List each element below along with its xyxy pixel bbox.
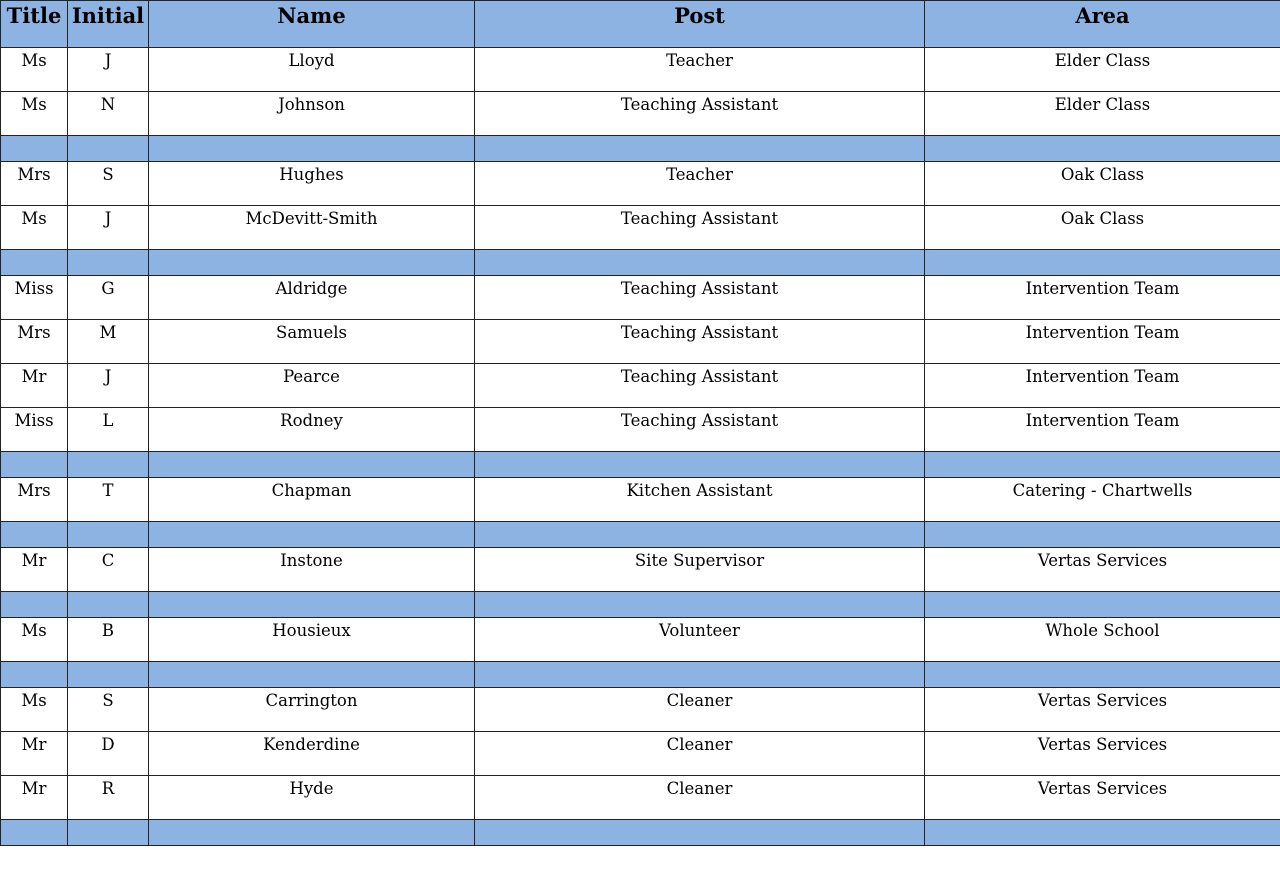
separator-cell xyxy=(925,136,1280,162)
header-area: Area xyxy=(925,1,1280,48)
cell-title: Ms xyxy=(1,688,68,732)
cell-initial: J xyxy=(68,206,149,250)
separator-cell xyxy=(1,662,68,688)
separator-cell xyxy=(1,250,68,276)
separator-cell xyxy=(149,136,475,162)
cell-name: Samuels xyxy=(149,320,475,364)
separator-row xyxy=(1,250,1280,276)
cell-post: Teaching Assistant xyxy=(475,92,925,136)
cell-post: Teaching Assistant xyxy=(475,408,925,452)
separator-row xyxy=(1,136,1280,162)
header-initial: Initial xyxy=(68,1,149,48)
cell-name: McDevitt-Smith xyxy=(149,206,475,250)
cell-initial: C xyxy=(68,548,149,592)
table-row xyxy=(1,92,1280,136)
cell-name: Instone xyxy=(149,548,475,592)
cell-initial: L xyxy=(68,408,149,452)
separator-cell xyxy=(1,136,68,162)
cell-post: Teaching Assistant xyxy=(475,320,925,364)
cell-initial: N xyxy=(68,92,149,136)
separator-cell xyxy=(925,522,1280,548)
table-row xyxy=(1,776,1280,820)
separator-cell xyxy=(475,522,925,548)
cell-name: Aldridge xyxy=(149,276,475,320)
cell-initial: J xyxy=(68,48,149,92)
separator-cell xyxy=(475,820,925,846)
cell-area: Vertas Services xyxy=(925,776,1280,820)
cell-post: Kitchen Assistant xyxy=(475,478,925,522)
separator-cell xyxy=(1,452,68,478)
separator-cell xyxy=(475,250,925,276)
cell-post: Teaching Assistant xyxy=(475,364,925,408)
separator-cell xyxy=(1,592,68,618)
cell-area: Catering - Chartwells xyxy=(925,478,1280,522)
cell-post: Cleaner xyxy=(475,732,925,776)
header-row xyxy=(1,1,1280,48)
cell-title: Mr xyxy=(1,732,68,776)
cell-name: Hyde xyxy=(149,776,475,820)
cell-name: Pearce xyxy=(149,364,475,408)
separator-cell xyxy=(68,452,149,478)
cell-initial: J xyxy=(68,364,149,408)
table-row xyxy=(1,732,1280,776)
separator-cell xyxy=(925,592,1280,618)
table-row xyxy=(1,320,1280,364)
cell-title: Mr xyxy=(1,548,68,592)
cell-initial: M xyxy=(68,320,149,364)
separator-cell xyxy=(475,592,925,618)
separator-row xyxy=(1,592,1280,618)
cell-name: Chapman xyxy=(149,478,475,522)
cell-name: Rodney xyxy=(149,408,475,452)
separator-cell xyxy=(475,662,925,688)
cell-area: Vertas Services xyxy=(925,548,1280,592)
cell-area: Elder Class xyxy=(925,92,1280,136)
separator-cell xyxy=(68,250,149,276)
separator-cell xyxy=(925,662,1280,688)
cell-area: Intervention Team xyxy=(925,408,1280,452)
cell-name: Carrington xyxy=(149,688,475,732)
separator-cell xyxy=(68,820,149,846)
cell-title: Mrs xyxy=(1,320,68,364)
cell-initial: S xyxy=(68,688,149,732)
cell-initial: S xyxy=(68,162,149,206)
separator-row xyxy=(1,452,1280,478)
cell-area: Elder Class xyxy=(925,48,1280,92)
separator-cell xyxy=(475,452,925,478)
cell-area: Vertas Services xyxy=(925,732,1280,776)
cell-area: Intervention Team xyxy=(925,364,1280,408)
header-name: Name xyxy=(149,1,475,48)
table-row xyxy=(1,478,1280,522)
separator-cell xyxy=(1,820,68,846)
header-title: Title xyxy=(1,1,68,48)
cell-post: Volunteer xyxy=(475,618,925,662)
cell-area: Oak Class xyxy=(925,162,1280,206)
table-row xyxy=(1,548,1280,592)
table-row xyxy=(1,162,1280,206)
cell-title: Ms xyxy=(1,92,68,136)
separator-cell xyxy=(149,820,475,846)
separator-cell xyxy=(149,592,475,618)
separator-cell xyxy=(149,250,475,276)
table-row xyxy=(1,618,1280,662)
cell-initial: B xyxy=(68,618,149,662)
cell-post: Teacher xyxy=(475,48,925,92)
cell-post: Teacher xyxy=(475,162,925,206)
cell-area: Intervention Team xyxy=(925,320,1280,364)
cell-post: Site Supervisor xyxy=(475,548,925,592)
cell-title: Mrs xyxy=(1,478,68,522)
cell-post: Cleaner xyxy=(475,776,925,820)
cell-name: Johnson xyxy=(149,92,475,136)
cell-initial: R xyxy=(68,776,149,820)
cell-area: Whole School xyxy=(925,618,1280,662)
cell-title: Ms xyxy=(1,206,68,250)
cell-initial: G xyxy=(68,276,149,320)
separator-cell xyxy=(68,136,149,162)
table-row xyxy=(1,688,1280,732)
separator-cell xyxy=(475,136,925,162)
separator-cell xyxy=(68,662,149,688)
separator-cell xyxy=(149,452,475,478)
cell-name: Hughes xyxy=(149,162,475,206)
separator-cell xyxy=(68,592,149,618)
separator-cell xyxy=(925,820,1280,846)
cell-title: Ms xyxy=(1,618,68,662)
table-row xyxy=(1,408,1280,452)
cell-name: Kenderdine xyxy=(149,732,475,776)
separator-cell xyxy=(68,522,149,548)
separator-cell xyxy=(149,662,475,688)
cell-area: Vertas Services xyxy=(925,688,1280,732)
cell-area: Intervention Team xyxy=(925,276,1280,320)
table-row xyxy=(1,364,1280,408)
cell-title: Ms xyxy=(1,48,68,92)
cell-initial: T xyxy=(68,478,149,522)
cell-name: Lloyd xyxy=(149,48,475,92)
table-row xyxy=(1,206,1280,250)
cell-title: Mrs xyxy=(1,162,68,206)
cell-post: Teaching Assistant xyxy=(475,206,925,250)
header-post: Post xyxy=(475,1,925,48)
table-row xyxy=(1,276,1280,320)
cell-initial: D xyxy=(68,732,149,776)
cell-post: Teaching Assistant xyxy=(475,276,925,320)
cell-area: Oak Class xyxy=(925,206,1280,250)
separator-cell xyxy=(1,522,68,548)
table-row xyxy=(1,48,1280,92)
cell-post: Cleaner xyxy=(475,688,925,732)
cell-title: Mr xyxy=(1,776,68,820)
table-body xyxy=(1,48,1280,846)
cell-title: Mr xyxy=(1,364,68,408)
separator-row xyxy=(1,522,1280,548)
cell-title: Miss xyxy=(1,408,68,452)
cell-name: Housieux xyxy=(149,618,475,662)
separator-cell xyxy=(925,452,1280,478)
separator-cell xyxy=(925,250,1280,276)
separator-row xyxy=(1,820,1280,846)
cell-title: Miss xyxy=(1,276,68,320)
separator-cell xyxy=(149,522,475,548)
separator-row xyxy=(1,662,1280,688)
